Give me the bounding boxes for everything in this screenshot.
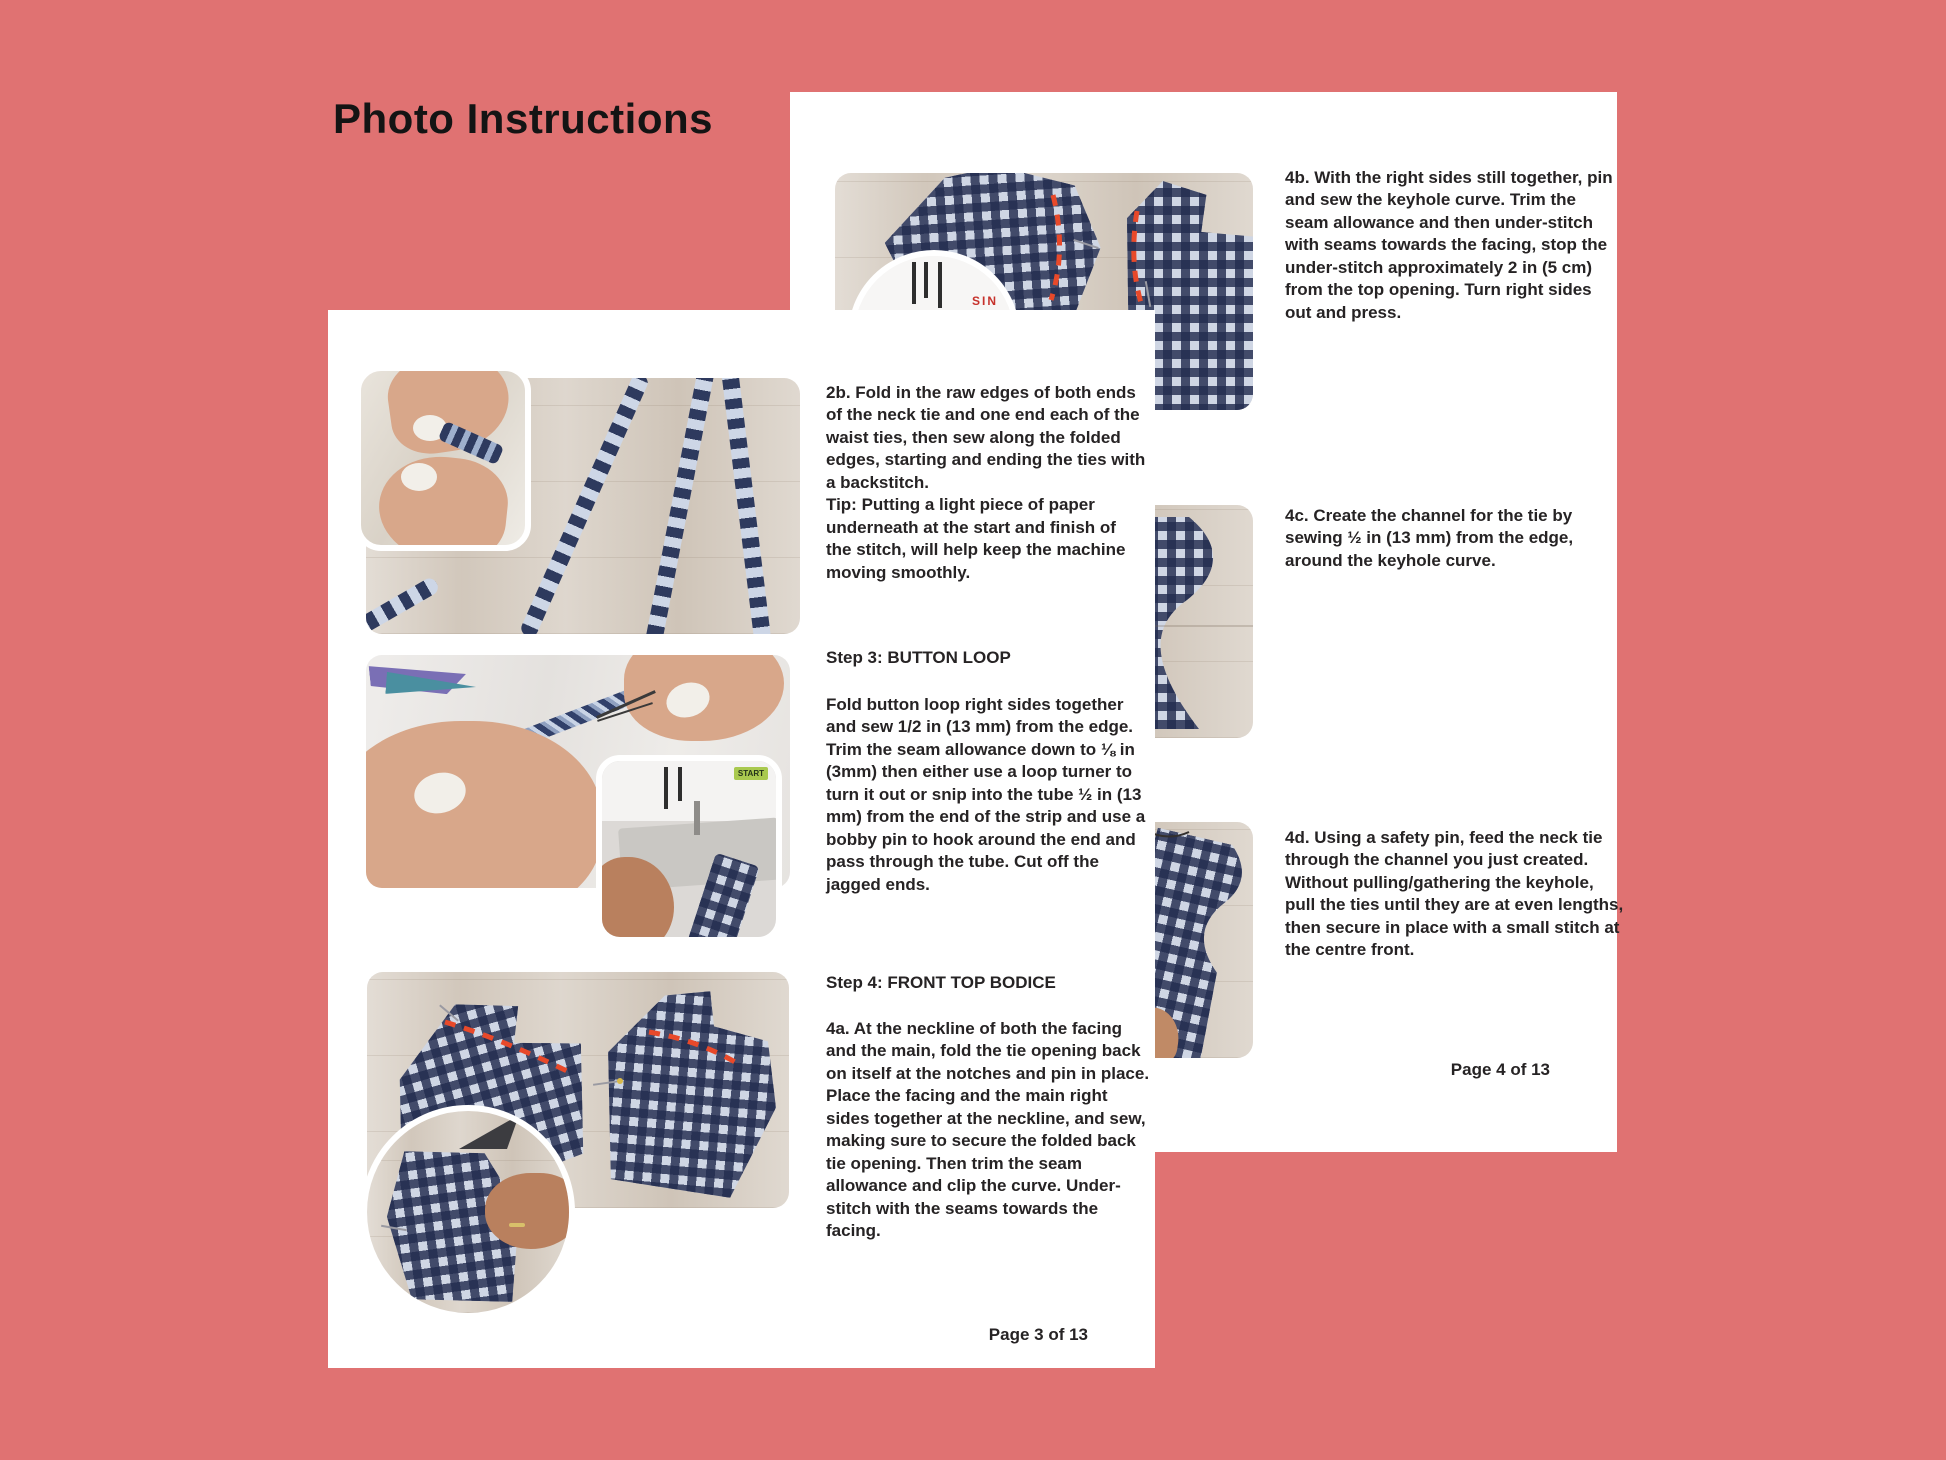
fingernail bbox=[401, 463, 437, 491]
photo-inset-folding-hands bbox=[355, 365, 531, 551]
step-4a-paragraph: 4a. At the neckline of both the facing and the main, fold the tie opening back on itself at the notches and pin in place. Place the facing and the main right sides together at the neckline, and sew, making sure to secure the folded back tie opening. Then trim the seam allowance and clip the curve. Under-stitch with the seams towards the facing. bbox=[826, 1019, 1150, 1240]
bodice-piece-right bbox=[596, 983, 785, 1201]
needle-bar bbox=[694, 801, 700, 835]
page-4-number: Page 4 of 13 bbox=[1450, 1060, 1550, 1079]
pin-head bbox=[617, 1078, 623, 1084]
step-3-paragraph-1: Fold button loop right sides together and sew 1/2 in (13 mm) from the edge. bbox=[826, 695, 1134, 737]
step-3-paragraph-2: Trim the seam allowance down to ⅛ in (3mm) then either use a loop turner to turn it out or snip into the tube ½ in (13 mm) from the end of the strip and use a bobby pin to hook around the end and pass through the tube. Cut off the jagged ends. bbox=[826, 739, 1146, 894]
step-2b-tip: Tip: Putting a light piece of paper underneath at the start and finish of the stitch, will help keep the machine moving smoothly. bbox=[826, 495, 1126, 582]
document-page-3 bbox=[328, 310, 1155, 1368]
step-4a-text bbox=[826, 1018, 1150, 1242]
scissor-tip bbox=[459, 1115, 519, 1149]
machine-body bbox=[596, 755, 782, 821]
machine-slot bbox=[924, 262, 928, 298]
step-4b-text bbox=[1285, 167, 1622, 324]
hand bbox=[485, 1173, 575, 1249]
step-2b-paragraph: 2b. Fold in the raw edges of both ends of the neck tie and one end each of the waist ties, then sew along the folded edges, starting and ending the ties with a backstitch. bbox=[826, 383, 1146, 492]
hand-left bbox=[366, 721, 602, 888]
step-3-text bbox=[826, 694, 1150, 896]
step-4c-paragraph: 4c. Create the channel for the tie by sewing ½ in (13 mm) from the edge, around the keyhole curve. bbox=[1285, 506, 1574, 570]
machine-slot bbox=[664, 767, 668, 809]
hand-lower bbox=[374, 451, 512, 551]
step-4d-paragraph: 4d. Using a safety pin, feed the neck tie through the channel you just created. Without pulling/gathering the keyhole, pull the ties until they are at even lengths, then secure in place with a small stitch at the centre front. bbox=[1285, 828, 1624, 960]
machine-slot bbox=[938, 262, 942, 308]
fabric-tie bbox=[643, 378, 717, 634]
photo-inset-sewing-machine bbox=[596, 755, 782, 943]
step-3-heading: Step 3: BUTTON LOOP bbox=[826, 648, 1011, 667]
step-4c-text bbox=[1285, 505, 1622, 572]
machine-slot bbox=[678, 767, 682, 801]
machine-slot bbox=[912, 262, 916, 304]
fabric-tie bbox=[366, 576, 441, 634]
page-title: Photo Instructions bbox=[333, 95, 713, 142]
photo-inset-clipping-curve bbox=[361, 1105, 575, 1319]
step-2b-text bbox=[826, 382, 1146, 584]
step-4d-text bbox=[1285, 827, 1627, 962]
step-4b-paragraph: 4b. With the right sides still together, pin and sew the keyhole curve. Trim the seam allowance and then under-stitch with seams towards the facing, stop the under-stitch approximately 2 in (5 cm) from the top opening. Turn right sides out and press. bbox=[1285, 168, 1613, 322]
fabric-tie bbox=[519, 378, 650, 634]
step-4-heading: Step 4: FRONT TOP BODICE bbox=[826, 973, 1056, 992]
machine-brand-text: SIN bbox=[971, 294, 998, 308]
page-3-number: Page 3 of 13 bbox=[988, 1325, 1088, 1344]
ring bbox=[509, 1223, 525, 1227]
machine-start-button: START bbox=[734, 767, 768, 780]
fabric-tie bbox=[721, 378, 772, 634]
